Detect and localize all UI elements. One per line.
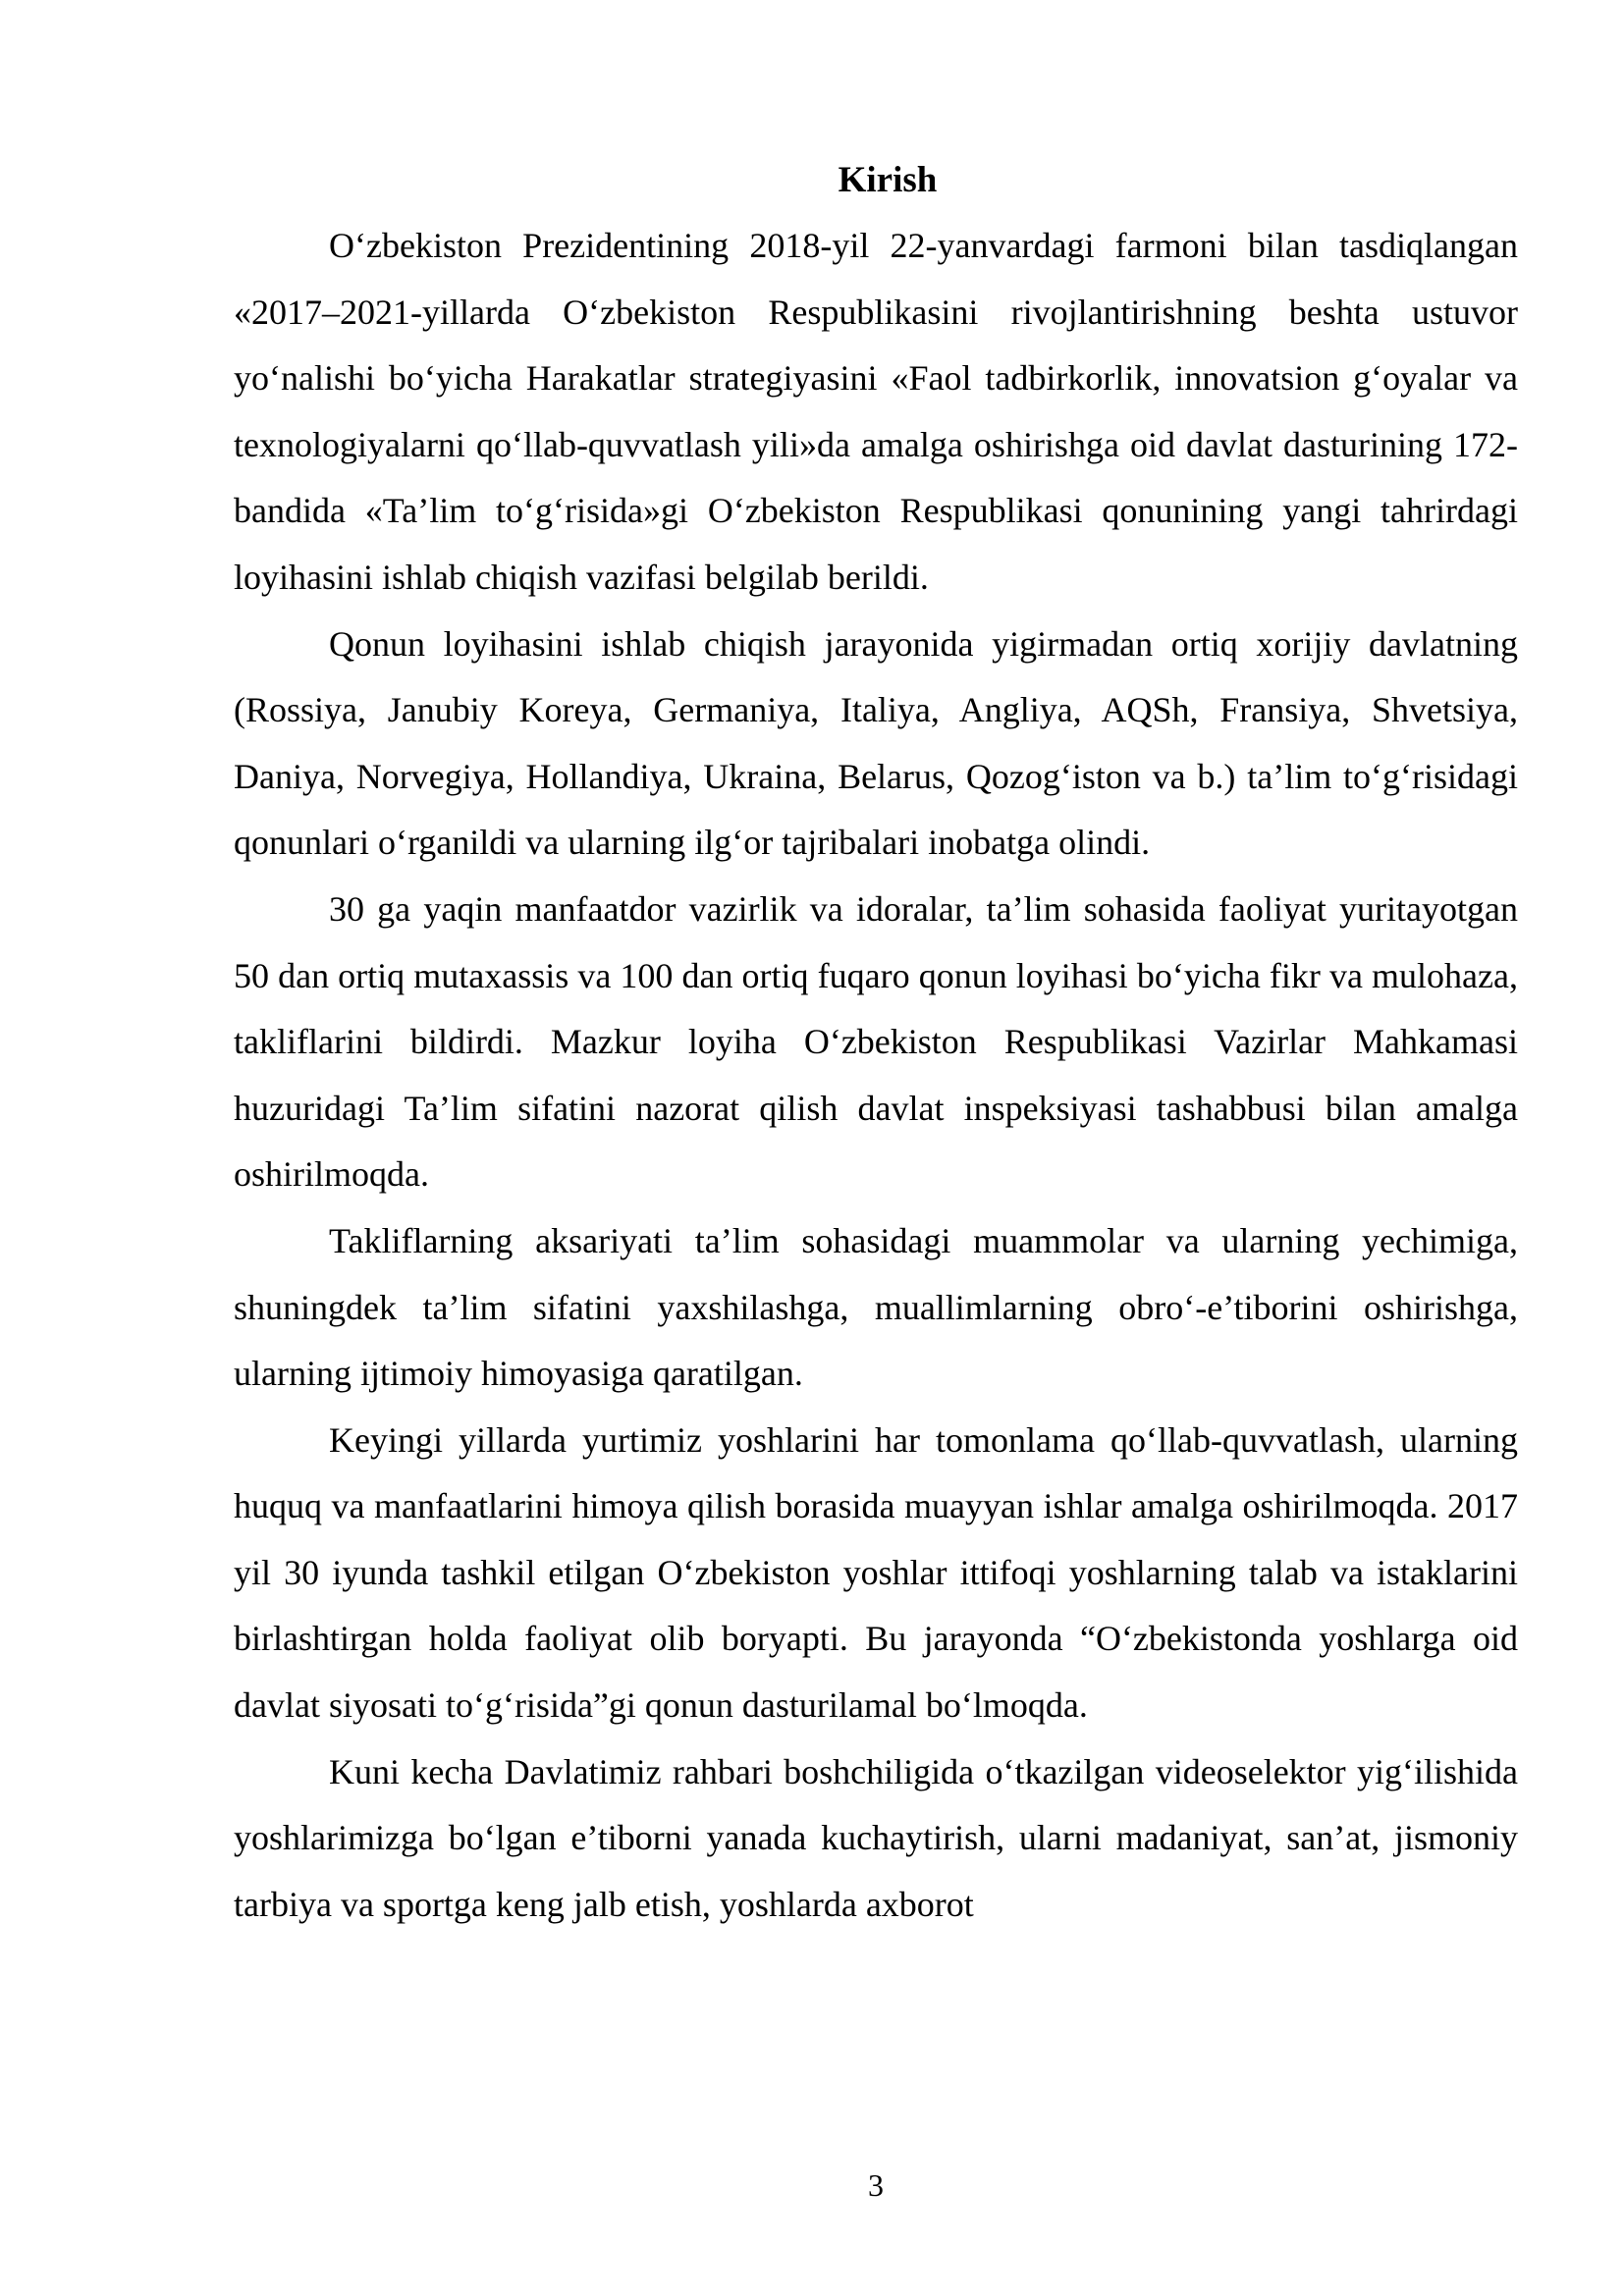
paragraph-1: O‘zbekiston Prezidentining 2018-yil 22-yanvardagi farmoni bilan tasdiqlangan «2017–2021-yillarda O‘zbekiston Respublikasini rivojlantirishning beshta ustuvor yo‘nalishi bo‘yicha Harakatlar strategiyasini «Faol tadbirkorlik, innovatsion g‘oyalar va texnologiyalarni qo‘llab-quvvatlash yili»da amalga oshirishga oid davlat dasturining 172-bandida «Ta’lim to‘g‘risida»gi O‘zbekiston Respublikasi qonunining yangi tahrirdagi loyihasini ishlab chiqish vazifasi belgilab berildi. bbox=[234, 226, 1518, 597]
paragraph-2: Qonun loyihasini ishlab chiqish jarayonida yigirmadan ortiq xorijiy davlatning (Rossiya, Janubiy Koreya, Germaniya, Italiya, Angliya, AQSh, Fransiya, Shvetsiya, Daniya, Norvegiya, Hollandiya, Ukraina, Belarus, Qozog‘iston va b.) ta’lim to‘g‘risidagi qonunlari o‘rganildi va ularning ilg‘or tajribalari inobatga olindi. bbox=[234, 623, 1518, 863]
paragraph-6: Kuni kecha Davlatimiz rahbari boshchiligida o‘tkazilgan videoselektor yig‘ilishida yoshlarimizga bo‘lgan e’tiborni yanada kuchaytirish, ularni madaniyat, san’at, jismoniy tarbiya va sportga keng jalb etish, yoshlarda axborot bbox=[234, 1751, 1518, 1924]
section-heading: Kirish bbox=[838, 160, 938, 200]
paragraph-3: 30 ga yaqin manfaatdor vazirlik va idoralar, ta’lim sohasida faoliyat yuritayotgan 50 dan ortiq mutaxassis va 100 dan ortiq fuqaro qonun loyihasi bo‘yicha fikr va mulohaza, takliflarini bildirdi. Mazkur loyiha O‘zbekiston Respublikasi Vazirlar Mahkamasi huzuridagi Ta’lim sifatini nazorat qilish davlat inspeksiyasi tashabbusi bilan amalga oshirilmoqda. bbox=[234, 888, 1518, 1195]
document-body bbox=[234, 147, 1518, 1938]
paragraph-4: Takliflarning aksariyati ta’lim sohasidagi muammolar va ularning yechimiga, shuningdek ta’lim sifatini yaxshilashga, muallimlarning obro‘-e’tiborini oshirishga, ularning ijtimoiy himoyasiga qaratilgan. bbox=[234, 1220, 1518, 1394]
paragraph-5: Keyingi yillarda yurtimiz yoshlarini har tomonlama qo‘llab-quvvatlash, ularning huquq va manfaatlarini himoya qilish borasida muayyan ishlar amalga oshirilmoqda. 2017 yil 30 iyunda tashkil etilgan O‘zbekiston yoshlar ittifoqi yoshlarning talab va istaklarini birlashtirgan holda faoliyat olib boryapti. Bu jarayonda “O‘zbekistonda yoshlarga oid davlat siyosati to‘g‘risida”gi qonun dasturilamal bo‘lmoqda. bbox=[234, 1419, 1518, 1726]
page-number: 3 bbox=[868, 2167, 884, 2203]
